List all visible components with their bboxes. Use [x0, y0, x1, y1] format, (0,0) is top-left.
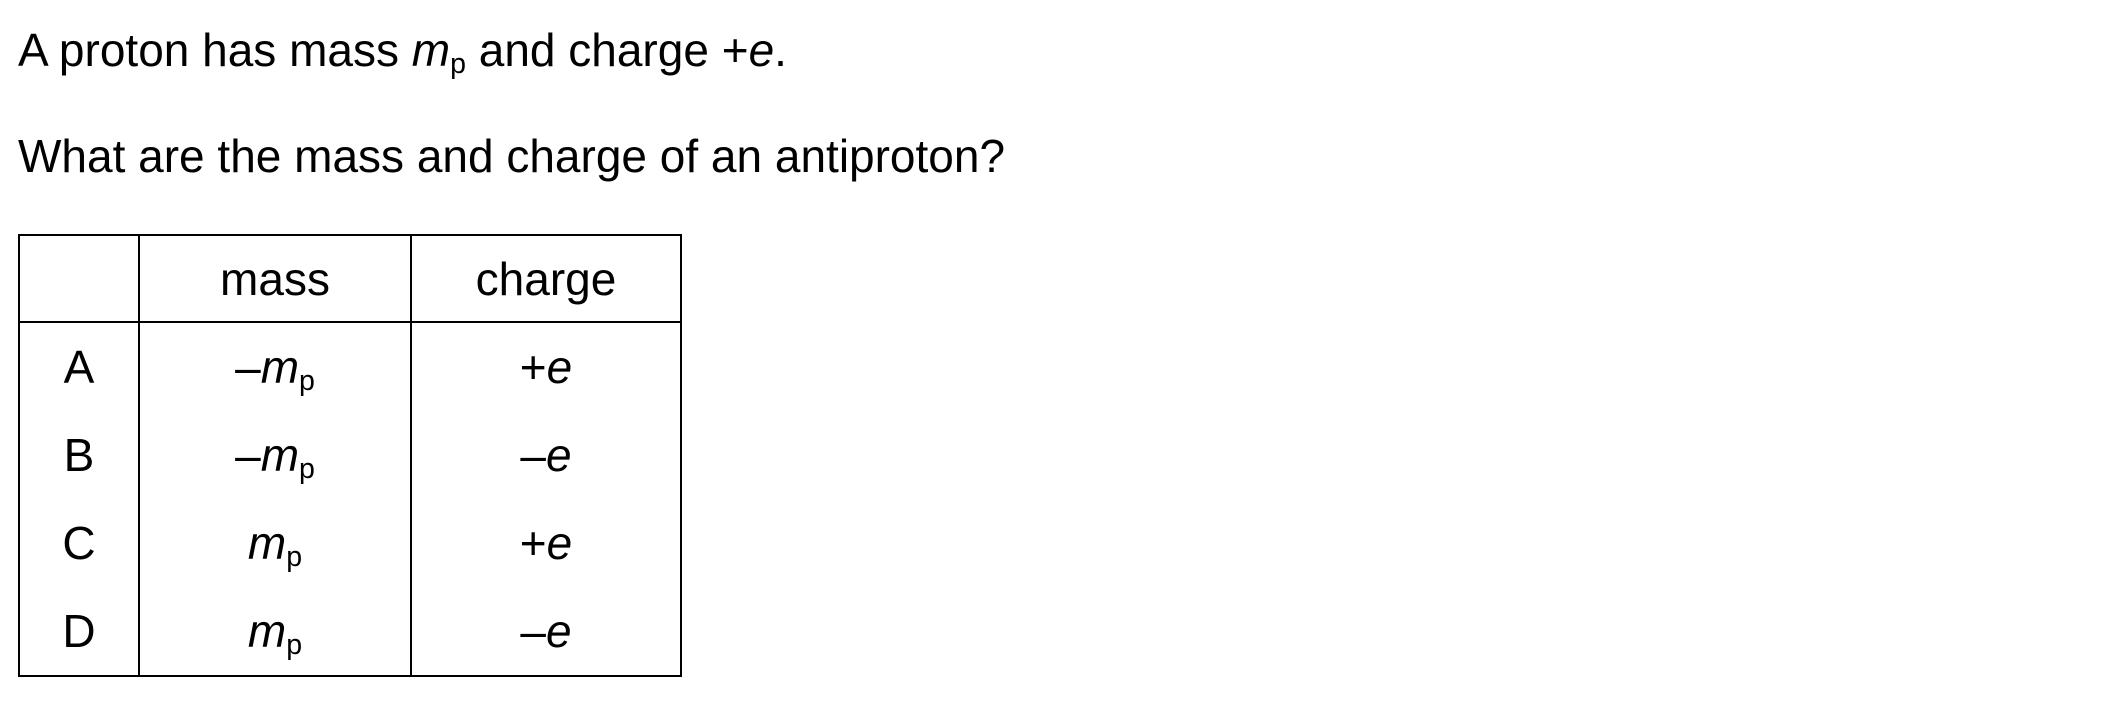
- header-mass: mass: [139, 235, 411, 322]
- charge-sign: –: [520, 429, 546, 481]
- option-mass: [139, 499, 411, 587]
- option-charge: [411, 499, 681, 587]
- question-intro: [18, 22, 787, 81]
- question-prompt: What are the mass and charge of an antiproton?: [18, 130, 1006, 182]
- mass-symbol: m: [247, 605, 287, 657]
- option-key: D: [19, 587, 139, 676]
- option-charge: [411, 587, 681, 676]
- intro-prefix: A proton has mass: [18, 24, 412, 76]
- charge-symbol: e: [546, 341, 573, 393]
- table-row: [19, 499, 681, 587]
- charge-sign: +: [519, 517, 547, 569]
- mass-subscript: p: [286, 541, 303, 574]
- answer-table: [18, 234, 682, 677]
- mass-sign: –: [235, 341, 261, 393]
- option-key: A: [19, 322, 139, 411]
- intro-middle: and charge +: [465, 24, 749, 76]
- header-charge: charge: [411, 235, 681, 322]
- option-charge: [411, 411, 681, 499]
- table-header-row: [19, 235, 681, 322]
- option-mass: [139, 411, 411, 499]
- mass-sign: –: [235, 429, 261, 481]
- mass-symbol: m: [411, 24, 451, 76]
- table-row: [19, 587, 681, 676]
- table-row: [19, 411, 681, 499]
- option-key: B: [19, 411, 139, 499]
- mass-subscript: p: [299, 453, 315, 486]
- charge-symbol: e: [546, 429, 572, 481]
- charge-symbol: e: [546, 605, 572, 657]
- option-mass: [139, 322, 411, 411]
- table-row: [19, 322, 681, 411]
- mass-subscript: p: [299, 365, 315, 398]
- mass-subscript: p: [286, 629, 303, 662]
- option-mass: [139, 587, 411, 676]
- option-key: C: [19, 499, 139, 587]
- charge-symbol: e: [748, 24, 775, 76]
- mass-symbol: m: [260, 341, 300, 393]
- intro-suffix: .: [774, 24, 787, 76]
- charge-sign: +: [519, 341, 547, 393]
- charge-symbol: e: [546, 517, 573, 569]
- charge-sign: –: [520, 605, 546, 657]
- mass-symbol: m: [247, 517, 287, 569]
- header-key: [19, 235, 139, 322]
- option-charge: [411, 322, 681, 411]
- mass-symbol: m: [260, 429, 300, 481]
- mass-subscript: p: [450, 48, 466, 81]
